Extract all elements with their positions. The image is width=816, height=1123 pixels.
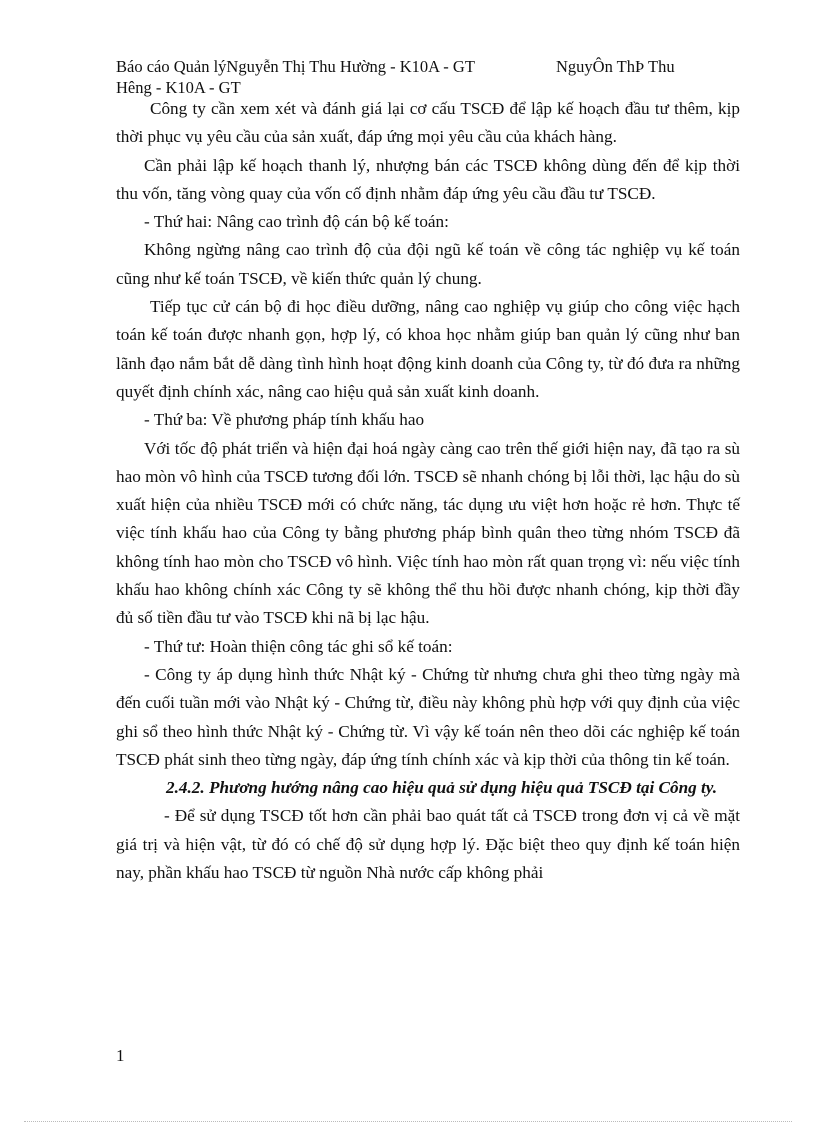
paragraph: - Công ty áp dụng hình thức Nhật ký - Chứng từ nhưng chưa ghi theo từng ngày mà đến cuối tuần mới vào Nhật ký - Chứng từ, điều này không phù hợp với quy định của việc ghi sổ theo hình thức Nhật ký - Chứng từ. Vì vậy kế toán nên theo dõi các nghiệp kế toán TSCĐ phát sinh theo từng ngày, đáp ứng tính chính xác và kịp thời của thông tin kế toán. <box>116 664 740 769</box>
paragraph: Không ngừng nâng cao trình độ của đội ngũ kế toán về công tác nghiệp vụ kế toán cũng như kế toán TSCĐ, về kiến thức quản lý chung. <box>116 240 740 288</box>
page-bottom-divider <box>24 1121 792 1122</box>
header-author-right: NguyÔn ThÞ Thu <box>556 57 675 76</box>
paragraph: Cần phải lập kế hoạch thanh lý, nhượng bán các TSCĐ không dùng đến để kịp thời thu vốn, tăng vòng quay của vốn cố định nhằm đáp ứng yêu cầu đầu tư TSCĐ. <box>116 155 740 203</box>
paragraph: Công ty cần xem xét và đánh giá lại cơ cấu TSCĐ để lập kế hoạch đầu tư thêm, kịp thời phục vụ yêu cầu của sản xuất, đáp ứng mọi yêu cầu của khách hàng. <box>116 99 740 147</box>
page-number: 1 <box>116 1046 125 1065</box>
paragraph: - Để sử dụng TSCĐ tốt hơn cần phải bao quát tất cả TSCĐ trong đơn vị cả về mặt giá trị và hiện vật, từ đó có chế độ sử dụng hợp lý. Đặc biệt theo quy định kế toán hiện nay, phần khấu hao TSCĐ từ nguồn Nhà nước cấp không phải <box>116 806 740 883</box>
paragraph: - Thứ ba: Về phương pháp tính khấu hao <box>144 410 425 430</box>
paragraph: - Thứ hai: Nâng cao trình độ cán bộ kế toán: <box>144 212 449 232</box>
section-heading: 2.4.2. Phương hướng nâng cao hiệu quả sử dụng hiệu quả TSCĐ tại Công ty. <box>166 778 718 798</box>
paragraph: Với tốc độ phát triển và hiện đại hoá ngày càng cao trên thế giới hiện nay, đã tạo ra sù hao mòn vô hình của TSCĐ tương đối lớn. TSCĐ sẽ nhanh chóng bị lỗi thời, lạc hậu do sù xuất hiện của nhiều TSCĐ mới có chức năng, tác dụng ưu việt hơn hoặc rẻ hơn. Thực tế việc tính khấu hao của Công ty bằng phương pháp bình quân theo từng nhóm TSCĐ đã không tính hao mòn cho TSCĐ vô hình. Việc tính hao mòn rất quan trọng vì: nếu việc tính khấu hao không chính xác Công ty sẽ không thể thu hồi được nhanh chóng, kịp thời đầy đủ số tiền đầu tư vào TSCĐ khi nã bị lạc hậu. <box>116 438 740 628</box>
paragraph: Tiếp tục cử cán bộ đi học điều dưỡng, nâng cao nghiệp vụ giúp cho công việc hạch toán kế toán được nhanh gọn, hợp lý, có khoa học nhằm giúp ban quản lý cũng như ban lãnh đạo nắm bắt dễ dàng tình hình hoạt động kinh doanh của Công ty, từ đó đưa ra những quyết định chính xác, nâng cao hiệu quả sản xuất kinh doanh. <box>116 297 740 401</box>
document-body <box>116 95 740 887</box>
paragraph: - Thứ tư: Hoàn thiện công tác ghi sổ kế toán: <box>144 636 453 656</box>
header-title-line: Báo cáo Quản lýNguyễn Thị Thu Hường - K10A - GT <box>116 57 475 76</box>
header-author-continued: Hêng - K10A - GT <box>116 78 241 97</box>
